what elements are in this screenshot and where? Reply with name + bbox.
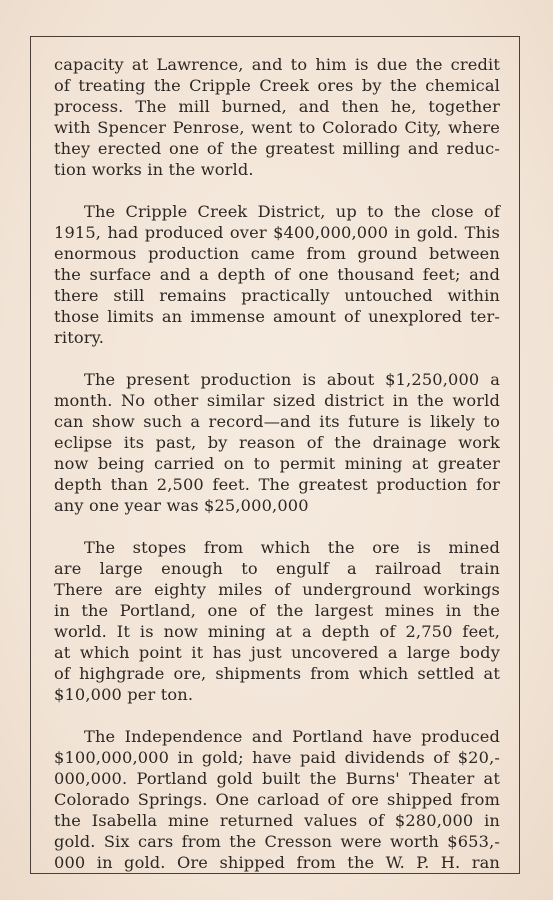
text-line: capacity at Lawrence, and to him is due the credit [54, 55, 500, 74]
text-line: $10,000 per ton. [54, 685, 194, 704]
text-line: The Cripple Creek District, up to the close of [84, 202, 500, 221]
text-line: The stopes from which the ore is mined [84, 538, 500, 557]
text-line: 1915, had produced over $400,000,000 in gold. This [54, 223, 500, 242]
text-line: they erected one of the greatest milling and reduc- [54, 139, 500, 158]
text-line: The Independence and Portland have produced [84, 727, 500, 746]
text-line: can show such a record—and its future is likely to [54, 412, 500, 431]
text-line: ritory. [54, 328, 105, 347]
text-line: the surface and a depth of one thousand feet; and [54, 265, 500, 284]
text-line: The present production is about $1,250,000 a [84, 370, 500, 389]
text-line: are large enough to engulf a railroad train [54, 559, 500, 578]
text-line: enormous production came from ground between [54, 244, 500, 263]
text-line: gold. Six cars from the Cresson were worth $653,- [54, 832, 500, 851]
paragraph [54, 54, 500, 180]
text-line: process. The mill burned, and then he, together [54, 97, 500, 116]
text-line: eclipse its past, by reason of the drainage work [54, 433, 500, 452]
text-line: tion works in the world. [54, 160, 254, 179]
text-line: with Spencer Penrose, went to Colorado City, where [54, 118, 500, 137]
text-line: There are eighty miles of underground workings [54, 580, 500, 599]
text-line: 000,000. Portland gold built the Burns' Theater at [54, 769, 500, 788]
text-line: of treating the Cripple Creek ores by the chemical [54, 76, 500, 95]
text-line: now being carried on to permit mining at greater [54, 454, 500, 473]
text-line: $100,000,000 in gold; have paid dividends of $20,- [54, 748, 500, 767]
paragraph [54, 537, 500, 705]
text-line: world. It is now mining at a depth of 2,750 feet, [54, 622, 500, 641]
text-line: at which point it has just uncovered a large body [54, 643, 500, 662]
text-line: any one year was $25,000,000 [54, 496, 309, 515]
text-column [54, 54, 500, 894]
text-line: there still remains practically untouched within [54, 286, 500, 305]
text-line: depth than 2,500 feet. The greatest production for [54, 475, 500, 494]
text-line: in the Portland, one of the largest mines in the [54, 601, 500, 620]
paragraph [54, 369, 500, 516]
text-line: month. No other similar sized district in the world [54, 391, 500, 410]
text-line: Colorado Springs. One carload of ore shipped from [54, 790, 500, 809]
text-line: of highgrade ore, shipments from which settled at [54, 664, 500, 683]
text-line: those limits an immense amount of unexplored ter- [54, 307, 500, 326]
paragraph [54, 201, 500, 348]
text-line: the Isabella mine returned values of $280,000 in [54, 811, 500, 830]
paragraph [54, 726, 500, 873]
text-line: 000 in gold. Ore shipped from the W. P. H. ran [54, 853, 500, 872]
